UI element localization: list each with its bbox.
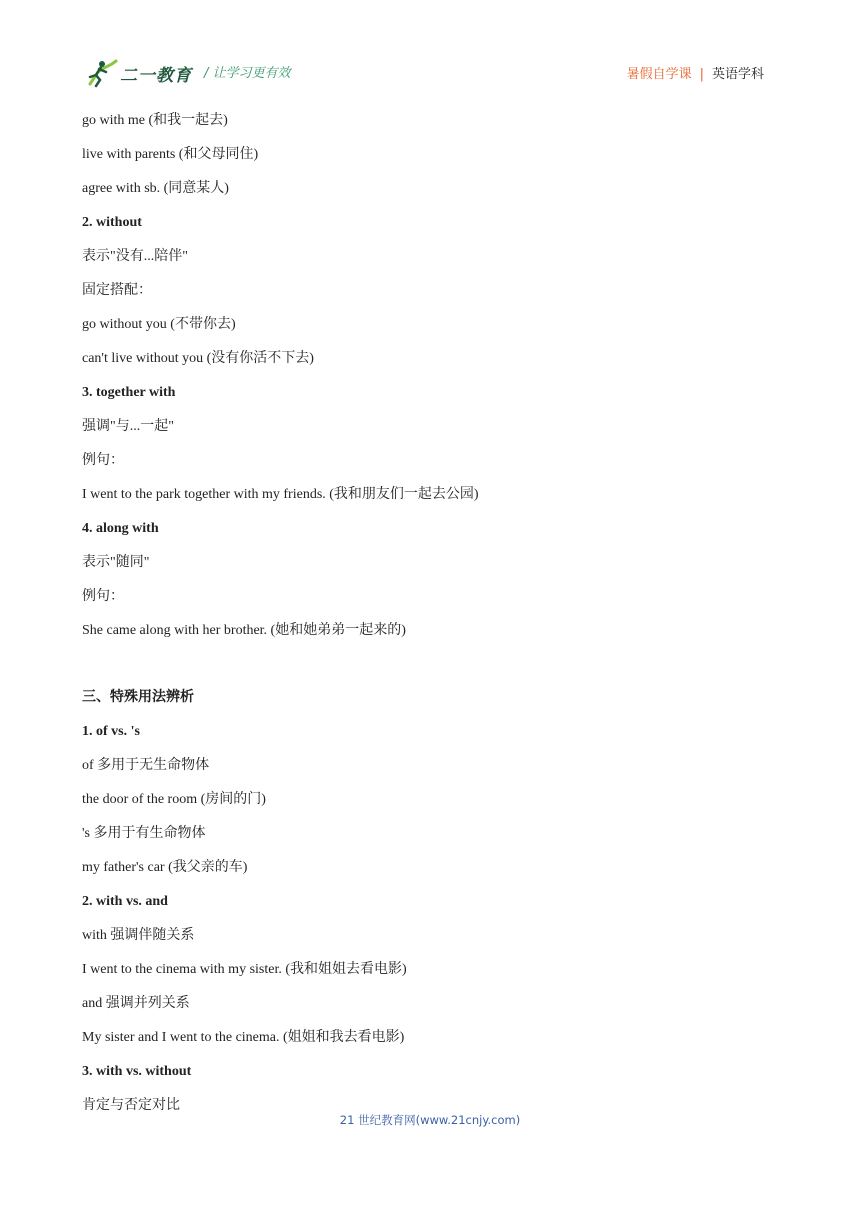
text-line: 固定搭配： — [82, 283, 152, 298]
text-line: go without you (不带你去) — [82, 317, 236, 332]
section-heading: 3. together with — [82, 385, 176, 400]
blank-line — [82, 651, 782, 684]
page-footer: 21 世纪教育网(www.21cnjy.com) — [339, 1113, 521, 1127]
logo-text: 二一教育 — [120, 65, 192, 86]
slogan: / 让学习更有效 — [204, 66, 291, 81]
section-heading: 2. with vs. and — [82, 894, 168, 909]
text-line: I went to the park together with my friends. (我和朋友们一起去公园) — [82, 487, 479, 502]
text-line: 's 多用于有生命物体 — [82, 826, 206, 841]
header-course-info — [627, 63, 764, 82]
page-header — [82, 58, 764, 88]
text-line: My sister and I went to the cinema. (姐姐和我去看电影) — [82, 1030, 405, 1045]
text-line: with 强调伴随关系 — [82, 928, 195, 943]
text-line: 表示"没有...陪伴" — [82, 249, 188, 264]
header-separator: | — [699, 67, 704, 82]
document-body — [82, 107, 782, 1126]
course-label: 暑假自学课 — [626, 67, 692, 82]
section-heading: 1. of vs. 's — [82, 724, 140, 739]
subject-label: 英语学科 — [711, 67, 764, 82]
text-line: go with me (和我一起去) — [82, 113, 228, 128]
text-line: the door of the room (房间的门) — [82, 792, 266, 807]
section-heading: 4. along with — [82, 521, 159, 536]
section-heading: 3. with vs. without — [82, 1064, 192, 1079]
runner-logo-icon — [82, 58, 118, 88]
text-line: She came along with her brother. (她和她弟弟一起来的) — [82, 623, 406, 638]
text-line: 例句： — [82, 589, 124, 604]
text-line: and 强调并列关系 — [82, 996, 190, 1011]
text-line: I went to the cinema with my sister. (我和姐姐去看电影) — [82, 962, 407, 977]
section-heading: 2. without — [82, 215, 142, 230]
text-line: 肯定与否定对比 — [82, 1098, 180, 1113]
text-line: 强调"与...一起" — [82, 419, 174, 434]
text-line: my father's car (我父亲的车) — [82, 860, 248, 875]
chapter-heading: 三、特殊用法辨析 — [82, 690, 194, 705]
text-line: of 多用于无生命物体 — [82, 758, 210, 773]
logo — [82, 58, 192, 88]
text-line: can't live without you (没有你活不下去) — [82, 351, 314, 366]
text-line: live with parents (和父母同住) — [82, 147, 259, 162]
text-line: agree with sb. (同意某人) — [82, 181, 229, 196]
text-line: 表示"随同" — [82, 555, 150, 570]
text-line: 例句： — [82, 453, 124, 468]
